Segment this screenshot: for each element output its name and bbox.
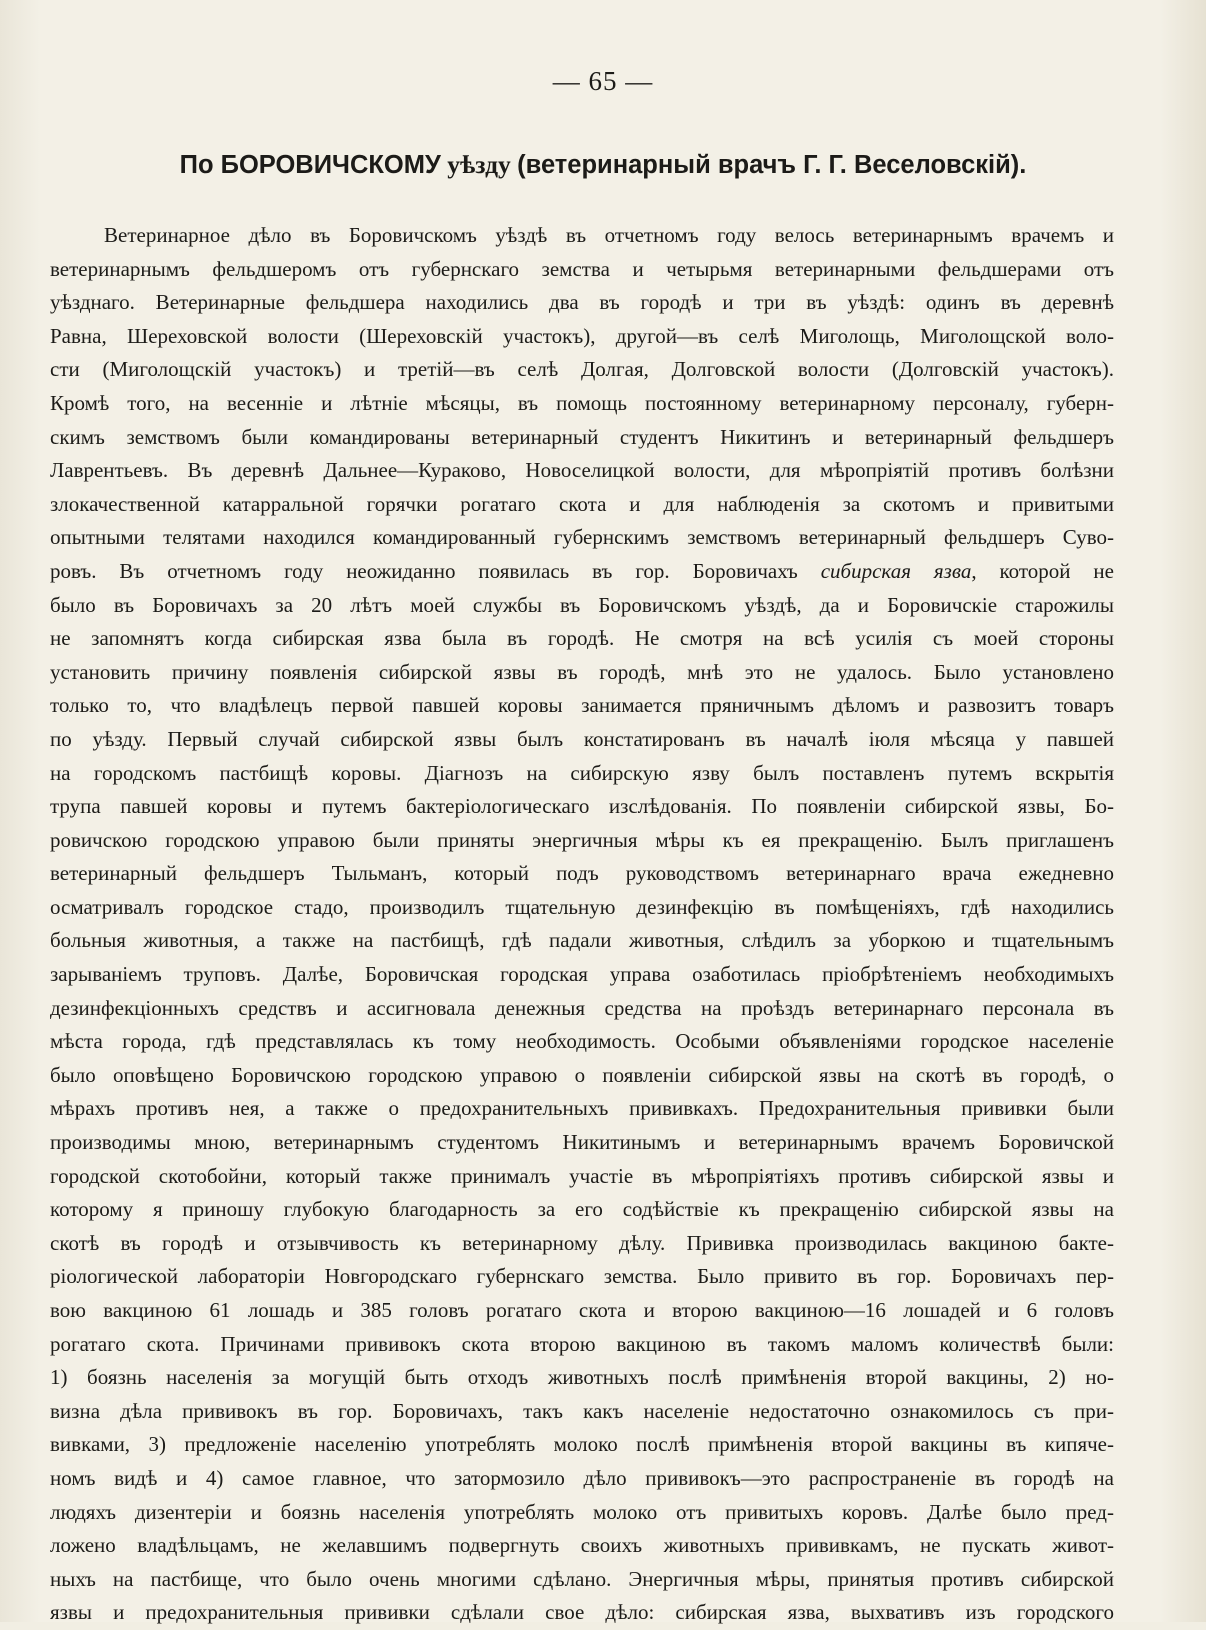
text-line: ныхъ на пастбище, что было очень многими сдѣлано. Энергичныя мѣры, принятыя противъ сибирской — [50, 1566, 1114, 1591]
section-title — [60, 150, 1146, 180]
text-line: по уѣзду. Первый случай сибирской язвы былъ констатированъ въ началѣ іюля мѣсяца у павшей — [50, 726, 1114, 751]
text-line: мѣрахъ противъ нея, а также о предохранительныхъ прививкахъ. Предохранительныя прививки были — [50, 1096, 1114, 1121]
text-line: не запомнятъ когда сибирская язва была въ городѣ. Не смотря на всѣ усилія съ моей стороны — [50, 626, 1114, 651]
text-line: было въ Боровичахъ за 20 лѣтъ моей службы въ Боровичскомъ уѣздѣ, да и Боровичскіе старожилы — [50, 592, 1114, 617]
text-line: ветеринарнымъ фельдшеромъ отъ губернскаго земства и четырьмя ветеринарными фельдшерами отъ — [50, 256, 1114, 281]
text-line: городской скотобойни, который также принималъ участіе въ мѣропріятіяхъ противъ сибирской язвы и — [50, 1163, 1114, 1188]
text-line: людяхъ дизентеріи и боязнь населенія употреблять молоко отъ привитыхъ коровъ. Далѣе было пред- — [50, 1499, 1114, 1524]
text-line: которому я приношу глубокую благодарность за его содѣйствіе къ прекращенію сибирской язвы на — [50, 1197, 1114, 1222]
text-line: Кромѣ того, на весенніе и лѣтніе мѣсяцы, въ помощь постоянному ветеринарному персоналу, губерн- — [50, 390, 1114, 415]
text-line: уѣзднаго. Ветеринарные фельдшера находились два въ городѣ и три въ уѣздѣ: одинъ въ деревнѣ — [50, 290, 1114, 315]
title-district: По БОРОВИЧСКОМУ — [179, 151, 441, 179]
text-line: на городскомъ пастбищѣ коровы. Діагнозъ на сибирскую язву былъ поставленъ путемъ вскрытія — [50, 760, 1114, 785]
text-line: визна дѣла прививокъ въ гор. Боровичахъ, такъ какъ населеніе недостаточно ознакомилось съ при- — [50, 1398, 1114, 1423]
text-line: Равна, Шереховской волости (Шереховскій участокъ), другой—въ селѣ Миголощь, Миголощской воло- — [50, 323, 1114, 348]
page-number: — 65 — — [552, 66, 654, 96]
report-body — [50, 219, 1114, 1630]
line11-start: ровъ. Въ отчетномъ году неожиданно появилась въ гор. Боровичахъ — [50, 558, 821, 583]
text-line-with-emphasis — [50, 555, 1114, 589]
text-line: зарываніемъ труповъ. Далѣе, Боровичская городская управа озаботилась пріобрѣтеніемъ необходимыхъ — [50, 962, 1114, 987]
text-line: ложено владѣльцамъ, не желавшимъ подвергнуть своихъ животныхъ прививкамъ, не пускать живот- — [50, 1533, 1114, 1558]
text-line: скотѣ въ городѣ и отзывчивость къ ветеринарному дѣлу. Прививка производилась вакциною бакте- — [50, 1230, 1114, 1255]
text-line: больныя животныя, а также на пастбищѣ, гдѣ падали животныя, слѣдилъ за уборкою и тщательнымъ — [50, 928, 1114, 953]
text-line: мѣста города, гдѣ представлялась къ тому необходимость. Особыми объявленіями городское населеніе — [50, 1029, 1114, 1054]
text-line: ровичскою городскою управою были приняты энергичныя мѣры къ ея прекращенію. Былъ приглашенъ — [50, 827, 1114, 852]
title-word-uezd: уѣзду — [440, 150, 518, 179]
title-doctor: (ветеринарный врачъ Г. Г. Веселовскій). — [517, 151, 1027, 179]
text-line: ріологической лабораторіи Новгородскаго губернскаго земства. Было привито въ гор. Боровичахъ пер- — [50, 1264, 1114, 1289]
text-line: 1) боязнь населенія за могущій быть отходъ животныхъ послѣ примѣненія второй вакцины, 2) но- — [50, 1365, 1114, 1390]
text-line: трупа павшей коровы и путемъ бактеріологическаго изслѣдованія. По появленіи сибирской язвы, Бо- — [50, 794, 1114, 819]
text-line: сти (Миголощскій участокъ) и третій—въ селѣ Долгая, Долговской волости (Долговскій участокъ). — [50, 357, 1114, 382]
emphasis-siberian-ulcer: сибирская язва — [820, 558, 972, 583]
text-line: ветеринарный фельдшеръ Тыльманъ, который подъ руководствомъ ветеринарнаго врача ежедневно — [50, 861, 1114, 886]
line11-end: , которой не — [971, 558, 1114, 583]
text-line: было оповѣщено Боровичскою городскою управою о появленіи сибирской язвы на скотѣ въ городѣ, о — [50, 1062, 1114, 1087]
text-line: Ветеринарное дѣло въ Боровичскомъ уѣздѣ въ отчетномъ году велось ветеринарнымъ врачемъ и — [104, 223, 1114, 247]
text-line: вивками, 3) предложеніе населенію употреблять молоко послѣ примѣненія второй вакцины въ кипяче- — [50, 1432, 1114, 1457]
text-line: установить причину появленія сибирской язвы въ городѣ, мнѣ это не удалось. Было установлено — [50, 659, 1114, 684]
text-line: производимы мною, ветеринарнымъ студентомъ Никитинымъ и ветеринарнымъ врачемъ Боровичской — [50, 1130, 1114, 1155]
text-line: осматривалъ городское стадо, производилъ тщательную дезинфекцію въ помѣщеніяхъ, гдѣ находились — [50, 894, 1114, 919]
text-line: Лаврентьевъ. Въ деревнѣ Дальнее—Кураково, Новоселицкой волости, для мѣропріятій противъ болѣзни — [50, 458, 1114, 483]
text-line: злокачественной катарральной горячки рогатаго скота и для наблюденія за скотомъ и привитыми — [50, 491, 1114, 516]
text-line: только то, что владѣлецъ первой павшей коровы занимается пряничнымъ дѣломъ и развозитъ товаръ — [50, 693, 1114, 718]
text-line: вою вакциною 61 лошадь и 385 головъ рогатаго скота и второю вакциною—16 лошадей и 6 головъ — [50, 1298, 1114, 1322]
text-line: скимъ земствомъ были командированы ветеринарный студентъ Никитинъ и ветеринарный фельдшеръ — [50, 424, 1114, 449]
text-line: дезинфекціонныхъ средствъ и ассигновала денежныя средства на проѣздъ ветеринарнаго персонала въ — [50, 995, 1114, 1020]
text-line: номъ видѣ и 4) самое главное, что затормозило дѣло прививокъ—это распространеніе въ городѣ на — [50, 1465, 1114, 1490]
text-line: рогатаго скота. Причинами прививокъ скота второю вакциною въ такомъ маломъ количествѣ были: — [50, 1331, 1114, 1356]
text-line: язвы и предохранительныя прививки сдѣлали свое дѣло: сибирская язва, выхвативъ изъ городского — [50, 1600, 1114, 1625]
text-line: опытными телятами находился командированный губернскимъ земствомъ ветеринарный фельдшеръ Суво- — [50, 525, 1114, 550]
